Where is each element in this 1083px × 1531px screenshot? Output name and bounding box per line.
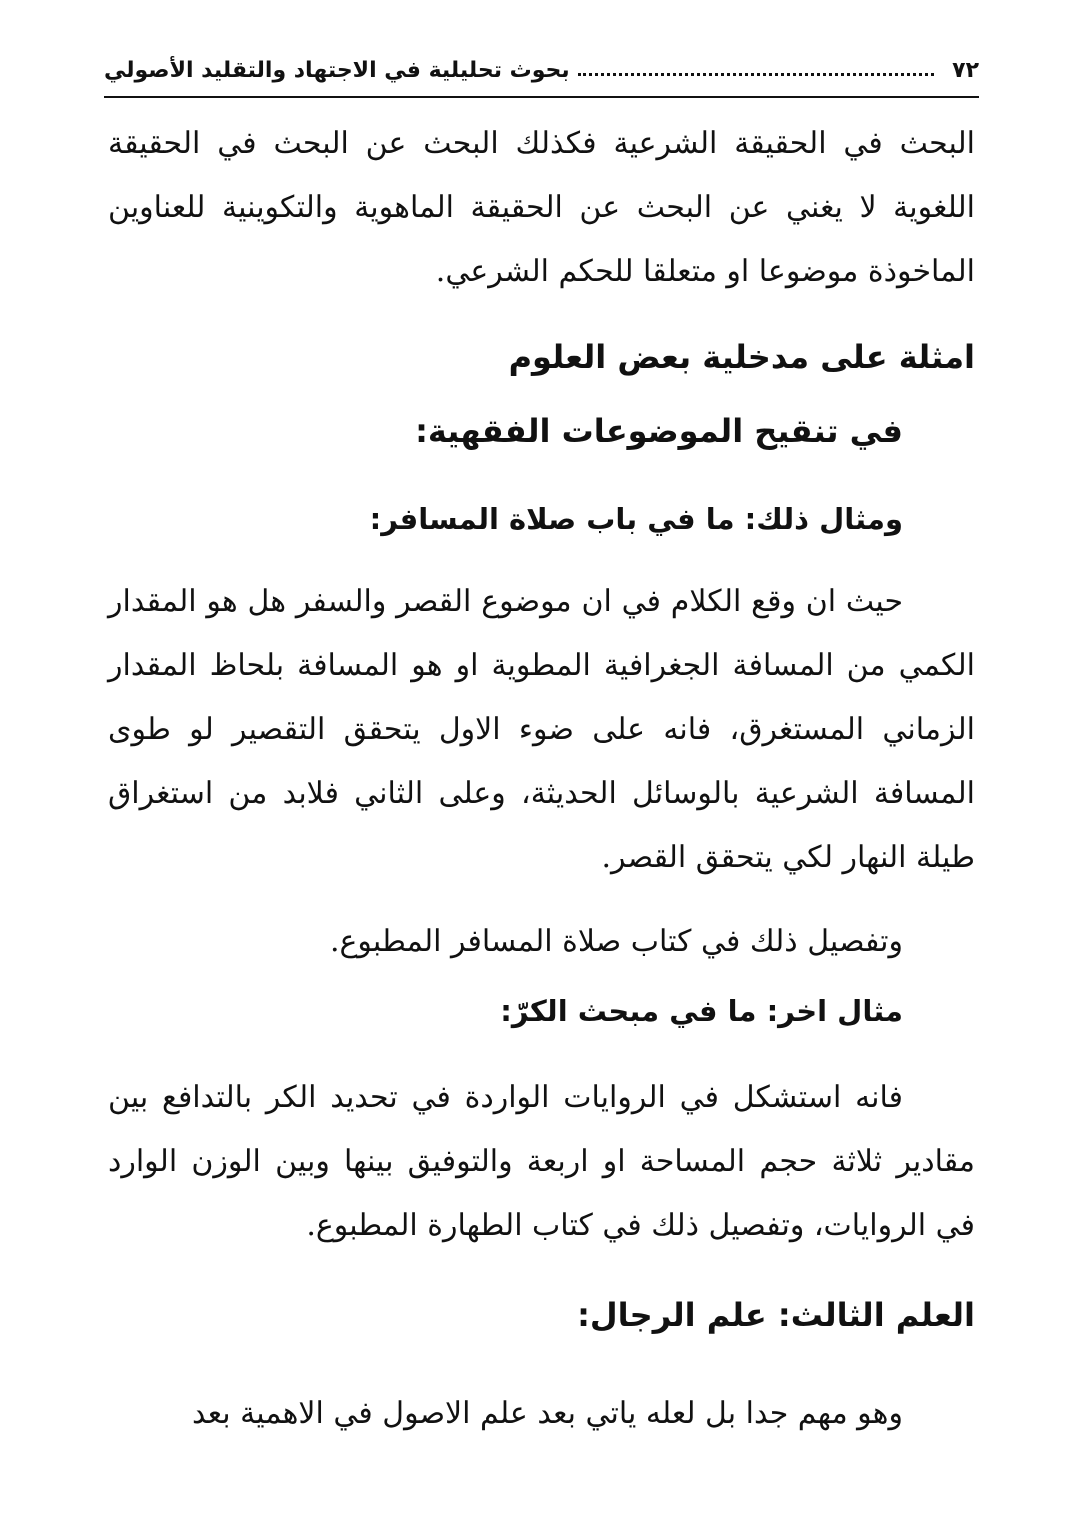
section-heading-examples-line-2: في تنقيح الموضوعات الفقهية:: [415, 412, 903, 450]
book-title: بحوث تحليلية في الاجتهاد والتقليد الأصولي: [104, 57, 570, 83]
page-number: ٧٢: [952, 57, 979, 83]
paragraph-continuation: البحث في الحقيقة الشرعية فكذلك البحث عن البحث في الحقيقة اللغوية لا يغني عن البحث عن الحقيقة الماهوية والتكوينية للعناوين الماخوذة موضوعا او متعلقا للحكم الشرعي.: [108, 126, 975, 289]
example-traveler-prayer-title: ومثال ذلك: ما في باب صلاة المسافر:: [369, 502, 903, 536]
section-heading-rijal: العلم الثالث: علم الرجال:: [577, 1296, 975, 1334]
paragraph-kurr: فانه استشكل في الروايات الواردة في تحديد الكر بالتدافع بين مقادير ثلاثة حجم المساحة او اربعة والتوفيق بينها وبين الوزن الوارد في الروايات، وتفصيل ذلك في كتاب الطهارة المطبوع.: [108, 1080, 975, 1243]
header-dot-leader: [578, 73, 934, 76]
running-header: [104, 50, 979, 90]
paragraph-traveler-prayer: حيث ان وقع الكلام في ان موضوع القصر والسفر هل هو المقدار الكمي من المسافة الجغرافية المطوية او هو المسافة بلحاظ المقدار الزماني المستغرق، فانه على ضوء الاول يتحقق التقصير لو طوى المسافة الشرعية بالوسائل الحديثة، وعلى الثاني فلابد من استغراق طيلة النهار لكي يتحقق القصر.: [108, 584, 975, 875]
section-heading-examples-line-1: امثلة على مدخلية بعض العلوم: [508, 338, 975, 376]
paragraph-rijal: وهو مهم جدا بل لعله ياتي بعد علم الاصول في الاهمية بعد: [192, 1396, 903, 1431]
header-rule: [104, 96, 979, 98]
paragraph-traveler-prayer-reference: وتفصيل ذلك في كتاب صلاة المسافر المطبوع.: [330, 924, 903, 959]
example-kurr-title: مثال اخر: ما في مبحث الكرّ:: [500, 994, 903, 1028]
